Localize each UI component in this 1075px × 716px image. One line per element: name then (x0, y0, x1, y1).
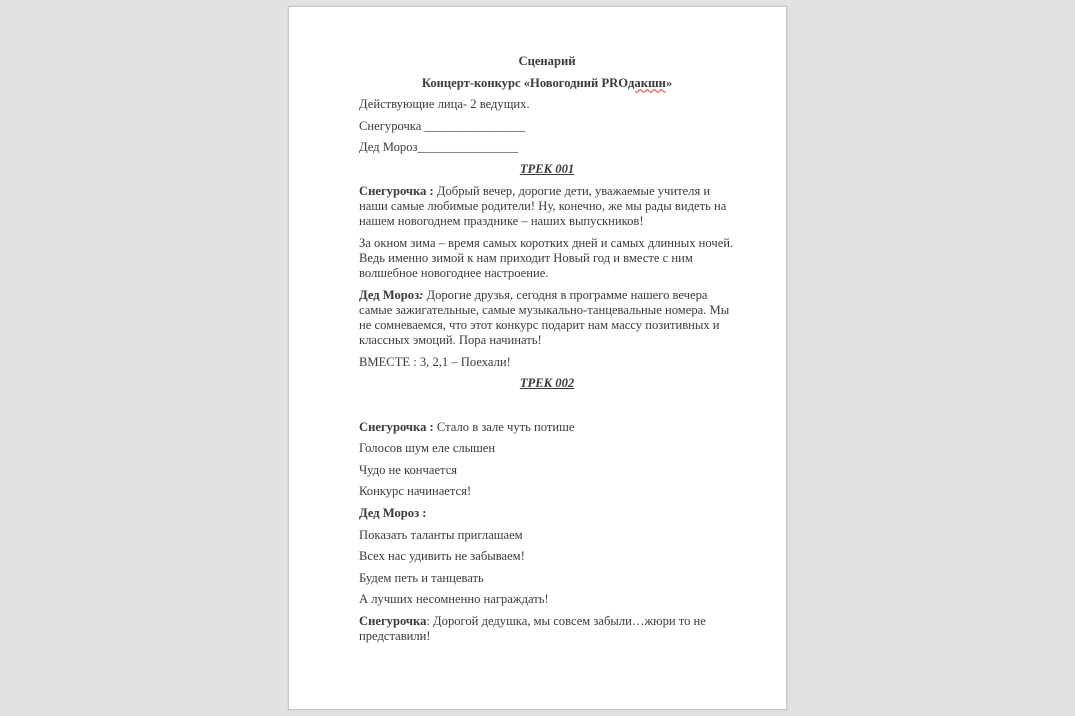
paragraph-3 (359, 288, 735, 349)
paragraph-7: Чудо не кончается (359, 462, 458, 477)
paragraph-8: Конкурс начинается! (359, 484, 472, 499)
speaker-label: Снегурочка : (359, 419, 434, 434)
track-001-heading: ТРЕК 001 (519, 161, 575, 176)
track-002-heading: ТРЕК 002 (519, 376, 575, 391)
speaker-label: Снегурочка (359, 613, 427, 628)
snegurochka-line: Снегурочка ________________ (359, 118, 526, 133)
doc-subtitle (359, 76, 735, 91)
speaker-colon: : (419, 287, 424, 302)
paragraph-6: Голосов шум еле слышен (359, 441, 496, 456)
paragraph-1 (359, 184, 735, 230)
page-content (359, 54, 735, 651)
ded-moroz-line: Дед Мороз________________ (359, 140, 519, 155)
paragraph-11: Всех нас удивить не забываем! (359, 549, 525, 564)
paragraph-13: А лучших несомненно награждать! (359, 592, 549, 607)
paragraph-10: Показать таланты приглашаем (359, 527, 523, 542)
paragraph-5 (359, 420, 735, 435)
paragraph-12: Будем петь и танцевать (359, 570, 484, 585)
paragraph-9-speaker: Дед Мороз : (359, 505, 427, 520)
paragraph-text: Стало в зале чуть потише (433, 419, 575, 434)
paragraph-text: Добрый вечер, дорогие дети, уважаемые учителя и наши самые любимые родители! Ну, конечно, же мы рады видеть на нашем новогоднем празднике – наших выпускников! (359, 183, 727, 228)
doc-title: Сценарий (518, 54, 576, 68)
paragraph-text: Дорогие друзья, сегодня в программе нашего вечера самые зажигательные, самые музыкально-танцевальные номера. Мы не сомневаемся, что этот конкурс подарит нам массу позитивных и классных эмоций. Пора начинать! (359, 287, 730, 348)
spellcheck-underlined-word[interactable]: дакшн (628, 75, 666, 90)
paragraph-2: За окном зима – время самых коротких дней и самых длинных ночей. Ведь именно зимой к нам приходит Новый год и вместе с ним волшебное новогоднее настроение. (359, 235, 734, 280)
doc-subtitle-prefix: Концерт-конкурс «Новогодний PRO (421, 75, 629, 90)
speaker-label: Дед Мороз (359, 287, 420, 302)
empty-line (359, 398, 735, 420)
document-page[interactable] (288, 6, 787, 710)
paragraph-14 (359, 614, 735, 644)
paragraph-text: : Дорогой дедушка, мы совсем забыли…жюри то не представили! (359, 613, 706, 644)
paragraph-4: ВМЕСТЕ : 3, 2,1 – Поехали! (359, 354, 511, 369)
doc-subtitle-suffix: » (665, 75, 673, 90)
cast-line: Действующие лица- 2 ведущих. (359, 97, 530, 112)
speaker-label: Снегурочка : (359, 183, 434, 198)
